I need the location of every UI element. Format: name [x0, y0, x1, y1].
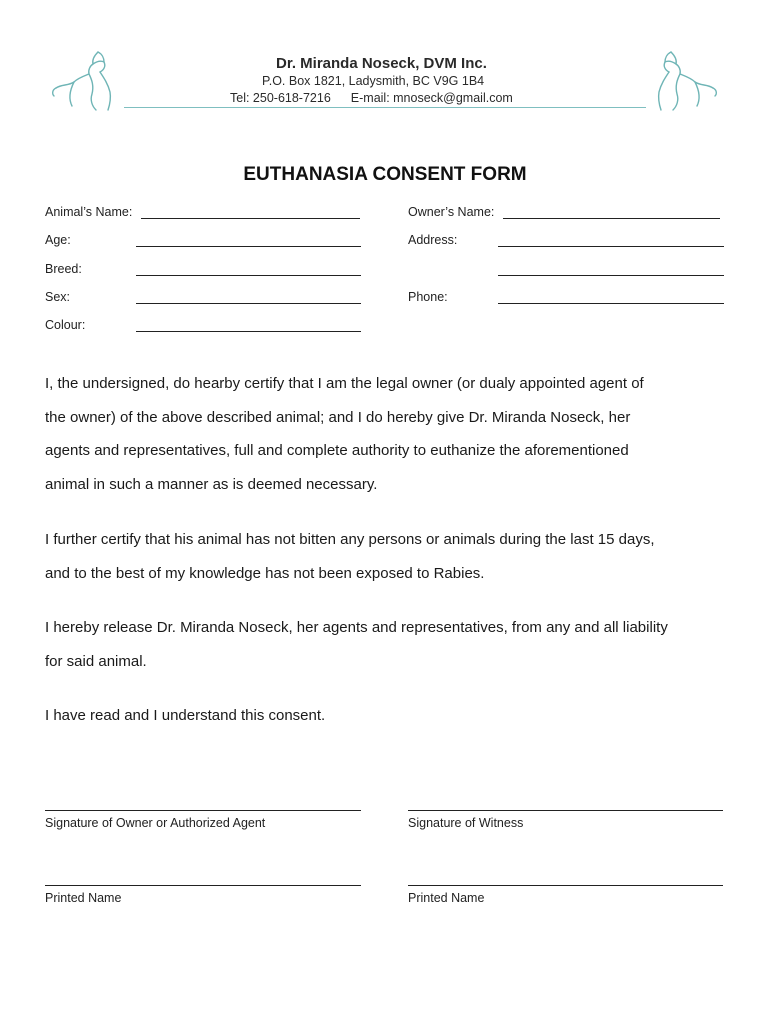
consent-paragraph-ownership: [45, 367, 735, 501]
consent-paragraph-rabies: [45, 523, 735, 590]
breed-label: Breed:: [45, 262, 82, 276]
owner-name-label: Owner’s Name:: [408, 205, 495, 219]
age-label: Age:: [45, 233, 71, 247]
breed-field[interactable]: [136, 275, 361, 276]
owner-signature-label: Signature of Owner or Authorized Agent: [45, 816, 266, 830]
animal-name-label: Animal’s Name:: [45, 205, 133, 219]
clinic-contact: [230, 91, 513, 105]
paragraph-line: I have read and I understand this consent.: [45, 707, 326, 724]
phone-label: Phone:: [408, 290, 448, 304]
sex-label: Sex:: [45, 290, 71, 304]
clinic-email: E-mail: mnoseck@gmail.com: [350, 91, 513, 105]
clinic-address: P.O. Box 1821, Ladysmith, BC V9G 1B4: [262, 74, 485, 88]
owner-signature-line[interactable]: [45, 810, 361, 811]
owner-name-field[interactable]: [503, 218, 720, 219]
phone-field[interactable]: [498, 303, 724, 304]
paragraph-line: for said animal.: [45, 652, 147, 670]
paragraph-line: I further certify that his animal has not bitten any persons or animals during the last 15 days,: [45, 531, 655, 548]
witness-printed-name-line[interactable]: [408, 885, 723, 886]
clinic-name: Dr. Miranda Noseck, DVM Inc.: [276, 55, 487, 72]
paragraph-line: I, the undersigned, do hearby certify that I am the legal owner (or dualy appointed agent of: [45, 375, 644, 392]
paragraph-line: the owner) of the above described animal; and I do hereby give Dr. Miranda Noseck, her: [45, 408, 631, 426]
horse-logo-icon: [645, 48, 721, 112]
clinic-phone: Tel: 250-618-7216: [230, 91, 331, 105]
consent-paragraph-acknowledgement: [45, 699, 735, 733]
paragraph-line: I hereby release Dr. Miranda Noseck, her agents and representatives, from any and all liability: [45, 619, 668, 636]
letterhead-divider: [124, 107, 646, 108]
owner-printed-name-line[interactable]: [45, 885, 361, 886]
horse-logo-icon: [48, 48, 124, 112]
address-field-line-1[interactable]: [498, 246, 724, 247]
paragraph-line: and to the best of my knowledge has not been exposed to Rabies.: [45, 564, 485, 582]
age-field[interactable]: [136, 246, 361, 247]
sex-field[interactable]: [136, 303, 361, 304]
colour-field[interactable]: [136, 331, 361, 332]
witness-printed-name-label: Printed Name: [408, 891, 485, 905]
animal-name-field[interactable]: [141, 218, 360, 219]
consent-paragraph-release: [45, 611, 735, 678]
paragraph-line: agents and representatives, full and complete authority to euthanize the aforementioned: [45, 442, 629, 459]
witness-signature-label: Signature of Witness: [408, 816, 524, 830]
paragraph-line: animal in such a manner as is deemed necessary.: [45, 475, 378, 493]
colour-label: Colour:: [45, 318, 86, 332]
owner-printed-name-label: Printed Name: [45, 891, 122, 905]
address-label: Address:: [408, 233, 458, 247]
witness-signature-line[interactable]: [408, 810, 723, 811]
address-field-line-2[interactable]: [498, 275, 724, 276]
form-title: EUTHANASIA CONSENT FORM: [243, 164, 527, 185]
